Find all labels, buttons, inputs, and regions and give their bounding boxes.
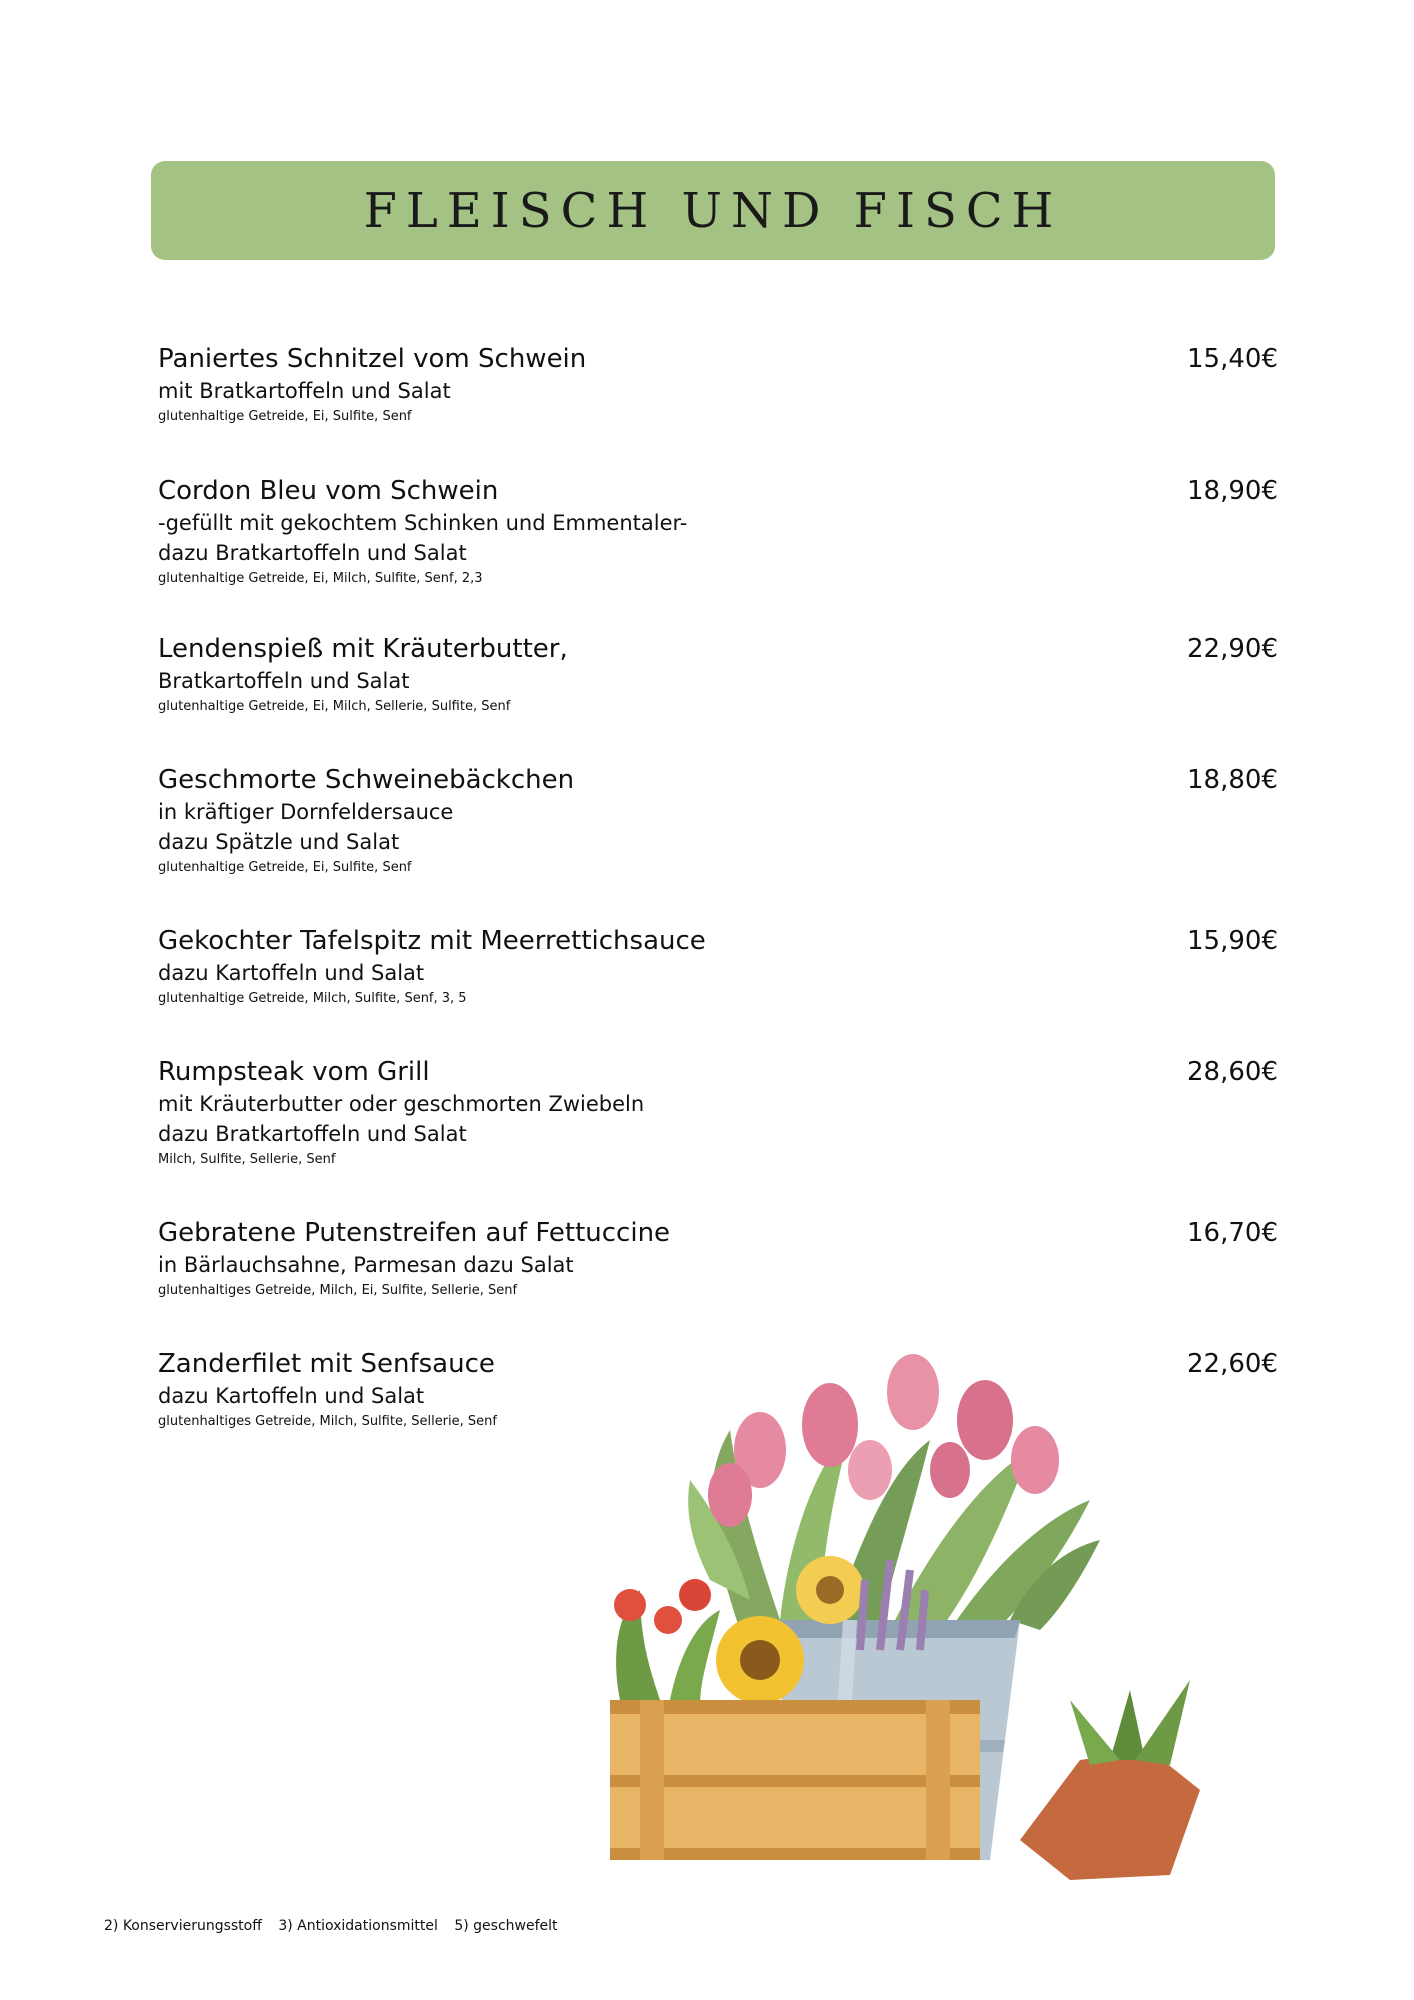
dish-price: 15,40€ <box>1187 344 1278 374</box>
dish-description: mit Kräuterbutter oder geschmorten Zwiebeln <box>158 1092 645 1116</box>
dish-name: Geschmorte Schweinebäckchen <box>158 765 575 795</box>
dish-name: Gekochter Tafelspitz mit Meerrettichsauce <box>158 926 706 956</box>
dish-price: 18,80€ <box>1187 765 1278 795</box>
menu-item <box>158 1216 1278 1302</box>
dish-name: Zanderfilet mit Senfsauce <box>158 1349 495 1379</box>
menu-item <box>158 632 1278 718</box>
dish-price: 22,90€ <box>1187 634 1278 664</box>
dish-description: mit Bratkartoffeln und Salat <box>158 379 451 403</box>
menu-item <box>158 1055 1278 1171</box>
dish-description: in Bärlauchsahne, Parmesan dazu Salat <box>158 1253 574 1277</box>
footnote <box>104 1918 570 1934</box>
dish-price: 18,90€ <box>1187 476 1278 506</box>
menu-item <box>158 474 1278 590</box>
dish-allergens: glutenhaltige Getreide, Ei, Milch, Sellerie, Sulfite, Senf <box>158 699 511 714</box>
footnote-item: 5) geschwefelt <box>454 1918 558 1934</box>
dish-description: dazu Bratkartoffeln und Salat <box>158 1122 467 1146</box>
dish-name: Rumpsteak vom Grill <box>158 1057 430 1087</box>
dish-allergens: Milch, Sulfite, Sellerie, Senf <box>158 1152 336 1167</box>
dish-price: 22,60€ <box>1187 1349 1278 1379</box>
dish-allergens: glutenhaltige Getreide, Ei, Sulfite, Senf <box>158 860 412 875</box>
dish-allergens: glutenhaltiges Getreide, Milch, Ei, Sulfite, Sellerie, Senf <box>158 1283 518 1298</box>
dish-description: Bratkartoffeln und Salat <box>158 669 410 693</box>
dish-price: 15,90€ <box>1187 926 1278 956</box>
footnote-item: 3) Antioxidationsmittel <box>278 1918 438 1934</box>
dish-allergens: glutenhaltige Getreide, Ei, Sulfite, Senf <box>158 409 412 424</box>
dish-description: in kräftiger Dornfeldersauce <box>158 800 454 824</box>
dish-name: Gebratene Putenstreifen auf Fettuccine <box>158 1218 671 1248</box>
dish-price: 16,70€ <box>1187 1218 1278 1248</box>
dish-description: dazu Spätzle und Salat <box>158 830 400 854</box>
dish-allergens: glutenhaltige Getreide, Milch, Sulfite, Senf, 3, 5 <box>158 991 467 1006</box>
dish-name: Cordon Bleu vom Schwein <box>158 476 499 506</box>
dish-price: 28,60€ <box>1187 1057 1278 1087</box>
wooden-crate <box>610 1700 980 1860</box>
section-title: FLEISCH UND FISCH <box>363 182 1063 239</box>
dish-name: Paniertes Schnitzel vom Schwein <box>158 344 587 374</box>
section-title-bar <box>151 161 1275 260</box>
dish-description: dazu Kartoffeln und Salat <box>158 961 425 985</box>
dish-description: -gefüllt mit gekochtem Schinken und Emmentaler- <box>158 511 688 535</box>
dish-description: dazu Bratkartoffeln und Salat <box>158 541 467 565</box>
dish-name: Lendenspieß mit Kräuterbutter, <box>158 634 568 664</box>
menu-item <box>158 763 1278 879</box>
dish-allergens: glutenhaltiges Getreide, Milch, Sulfite, Sellerie, Senf <box>158 1414 497 1429</box>
footnote-item: 2) Konservierungsstoff <box>104 1918 262 1934</box>
menu-item <box>158 924 1278 1010</box>
menu-item <box>158 342 1278 428</box>
dish-description: dazu Kartoffeln und Salat <box>158 1384 425 1408</box>
flower-illustration <box>590 1320 1290 1880</box>
clay-pot <box>1020 1680 1200 1880</box>
dish-allergens: glutenhaltige Getreide, Ei, Milch, Sulfite, Senf, 2,3 <box>158 571 483 586</box>
